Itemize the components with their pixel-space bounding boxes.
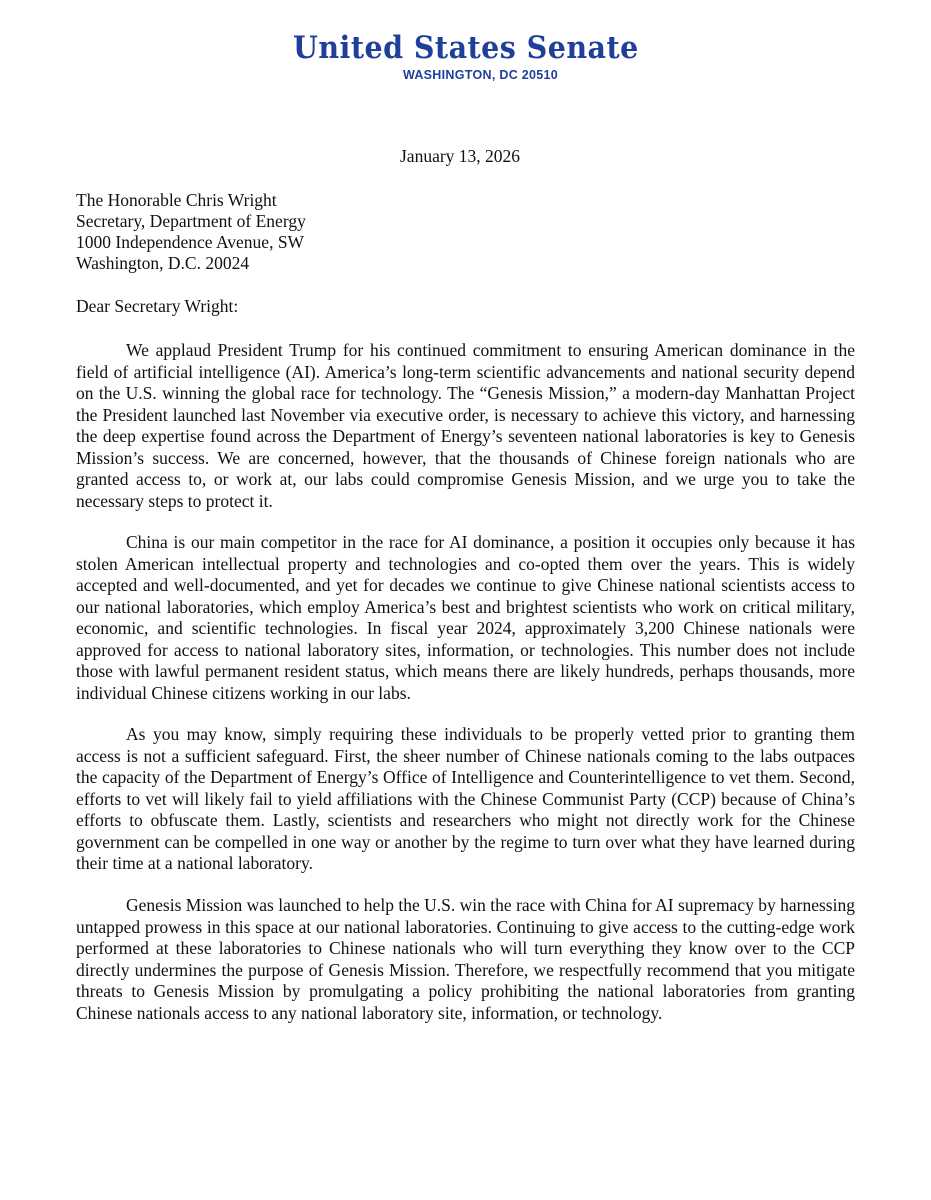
paragraph-text: China is our main competitor in the race for AI dominance, a position it occupies only because it has stolen American intellectual property and technologies and co-opted them over the years. This is widely accepted and well-documented, and yet for decades we continue to give Chinese national scientists access to our national laboratories, which employ America’s best and brightest scientists who work on critical military, economic, and scientific technologies. In fiscal year 2024, approximately 3,200 Chinese nationals were approved for access to national laboratory sites, information, or technologies. This number does not include those with lawful permanent resident status, which means there are likely hundreds, perhaps thousands, more individual Chinese citizens working in our labs. xyxy=(76,532,855,703)
recipient-address xyxy=(76,190,306,274)
paragraph-text: We applaud President Trump for his continued commitment to ensuring American dominance in the field of artificial intelligence (AI). America’s long-term scientific advancements and national security depend on the U.S. winning the global race for technology. The “Genesis Mission,” a modern-day Manhattan Project the President launched last November via executive order, is necessary to achieve this victory, and harnessing the deep expertise found across the Department of Energy’s seventeen national laboratories is key to Genesis Mission’s success. We are concerned, however, that the thousands of Chinese foreign nationals who are granted access to, or work at, our labs could compromise Genesis Mission, and we urge you to take the necessary steps to protect it. xyxy=(76,340,855,511)
salutation: Dear Secretary Wright: xyxy=(76,296,239,316)
body-paragraph-3 xyxy=(76,724,855,875)
letterhead-title: United States Senate xyxy=(292,30,639,66)
paragraph-text: Genesis Mission was launched to help the U.S. win the race with China for AI supremacy by harnessing untapped prowess in this space at our national laboratories. Continuing to give access to the cutting-edge work performed at these laboratories to Chinese nationals who will turn everything they know over to the CCP directly undermines the purpose of Genesis Mission. Therefore, we respectfully recommend that you mitigate threats to Genesis Mission by promulgating a policy prohibiting the national laboratories from granting Chinese nationals access to any national laboratory site, information, or technology. xyxy=(76,895,855,1023)
paragraph-text: As you may know, simply requiring these individuals to be properly vetted prior to granting them access is not a sufficient safeguard. First, the sheer number of Chinese nationals coming to the labs outpaces the capacity of the Department of Energy’s Office of Intelligence and Counterintelligence to vet them. Second, efforts to vet will likely fail to yield affiliations with the Chinese Communist Party (CCP) because of China’s efforts to obfuscate them. Lastly, scientists and researchers who might not directly work for the Chinese government can be compelled in one way or another by the regime to turn over what they have learned during their time at a national laboratory. xyxy=(76,724,855,873)
body-paragraph-1 xyxy=(76,340,855,512)
recipient-title: Secretary, Department of Energy xyxy=(76,211,306,231)
letter-date: January 13, 2026 xyxy=(400,146,521,166)
recipient-street: 1000 Independence Avenue, SW xyxy=(76,232,305,252)
body-paragraph-2 xyxy=(76,532,855,704)
recipient-name: The Honorable Chris Wright xyxy=(76,190,277,210)
body-paragraph-4 xyxy=(76,895,855,1024)
letterhead-address: WASHINGTON, DC 20510 xyxy=(402,68,559,82)
letterhead xyxy=(0,30,931,82)
recipient-city: Washington, D.C. 20024 xyxy=(76,253,250,273)
